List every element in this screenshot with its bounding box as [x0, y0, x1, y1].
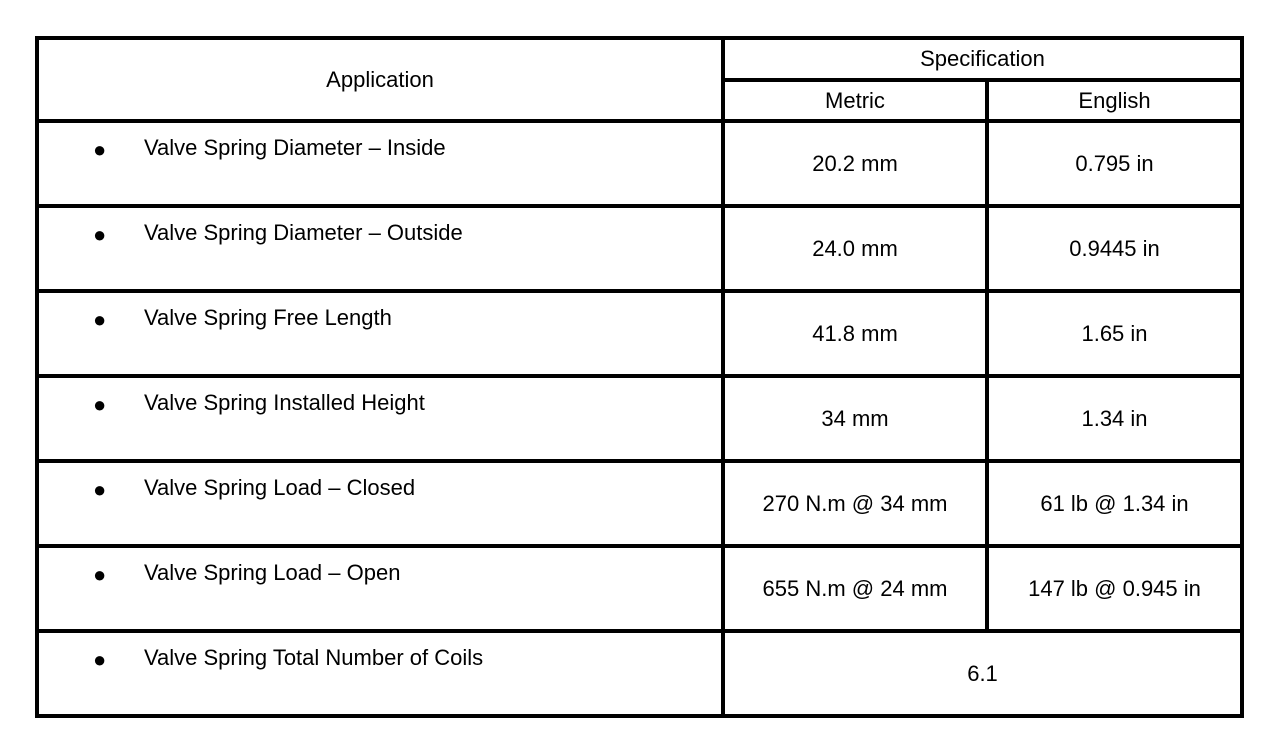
metric-value: 41.8 mm	[723, 291, 987, 376]
header-english: English	[987, 80, 1242, 121]
application-cell	[37, 206, 723, 291]
table-row	[37, 121, 1242, 206]
application-label: Valve Spring Free Length	[144, 305, 392, 330]
metric-value: 270 N.m @ 34 mm	[723, 461, 987, 546]
bullet-icon: ●	[93, 307, 107, 332]
application-label: Valve Spring Load – Closed	[144, 475, 416, 500]
bullet-icon: ●	[93, 392, 107, 417]
english-value: 61 lb @ 1.34 in	[987, 461, 1242, 546]
application-cell	[37, 546, 723, 631]
english-value: 147 lb @ 0.945 in	[987, 546, 1242, 631]
bullet-icon: ●	[93, 477, 107, 502]
application-label: Valve Spring Installed Height	[144, 390, 425, 415]
table-row	[37, 291, 1242, 376]
application-label: Valve Spring Diameter – Inside	[144, 135, 446, 160]
english-value: 1.65 in	[987, 291, 1242, 376]
application-label: Valve Spring Total Number of Coils	[144, 645, 484, 670]
application-cell	[37, 461, 723, 546]
application-cell	[37, 121, 723, 206]
metric-value: 34 mm	[723, 376, 987, 461]
bullet-icon: ●	[93, 562, 107, 587]
valve-spring-spec-table	[35, 36, 1244, 718]
bullet-icon: ●	[93, 647, 107, 672]
table-row	[37, 631, 1242, 716]
application-label: Valve Spring Diameter – Outside	[144, 220, 463, 245]
coil-count-value: 6.1	[723, 631, 1242, 716]
table-row	[37, 376, 1242, 461]
application-cell	[37, 376, 723, 461]
bullet-icon: ●	[93, 222, 107, 247]
metric-value: 655 N.m @ 24 mm	[723, 546, 987, 631]
header-application: Application	[37, 38, 723, 121]
header-specification: Specification	[723, 38, 1242, 80]
english-value: 1.34 in	[987, 376, 1242, 461]
header-metric: Metric	[723, 80, 987, 121]
application-cell	[37, 291, 723, 376]
english-value: 0.795 in	[987, 121, 1242, 206]
metric-value: 20.2 mm	[723, 121, 987, 206]
header-row-1	[37, 38, 1242, 80]
english-value: 0.9445 in	[987, 206, 1242, 291]
bullet-icon: ●	[93, 137, 107, 162]
table-row	[37, 546, 1242, 631]
metric-value: 24.0 mm	[723, 206, 987, 291]
table-row	[37, 206, 1242, 291]
application-label: Valve Spring Load – Open	[144, 560, 401, 585]
application-cell	[37, 631, 723, 716]
table-row	[37, 461, 1242, 546]
